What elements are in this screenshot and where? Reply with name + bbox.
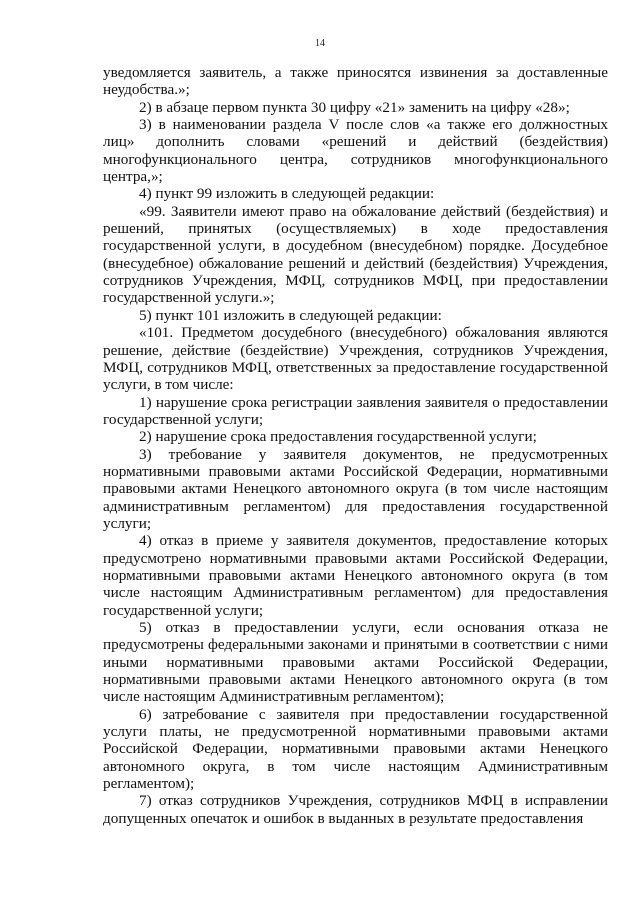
paragraph: 2) нарушение срока предоставления государственной услуги; (139, 428, 537, 446)
paragraph: 5) пункт 101 изложить в следующей редакции: (139, 306, 442, 324)
paragraph: «99. Заявители имеют право на обжалование действий (бездействия) и решений, принятых (осуществляемых) в ходе предоставления государственной услуги, в досудебном (внесудебном) порядке. Досудебное (внесудебное) обжалование решений и действий (бездействия) Учреждения, сотрудников Учреждения, МФЦ, сотрудников МФЦ, при предоставлении государственной услуги.»; (103, 202, 608, 307)
paragraph: 6) затребование с заявителя при предоставлении государственной услуги платы, не предусмотренной нормативными правовыми актами Российской Федерации, нормативными правовыми актами Ненецкого автономного округа, в том числе настоящим Административным регламентом); (103, 705, 608, 793)
paragraph: 4) пункт 99 изложить в следующей редакции: (139, 185, 435, 203)
paragraph: уведомляется заявитель, а также приносятся извинения за доставленные неудобства.»; (103, 64, 608, 99)
paragraph: «101. Предметом досудебного (внесудебного) обжалования являются решение, действие (бездействие) Учреждения, сотрудников Учреждения, МФЦ, сотрудников МФЦ, ответственных за предоставление государственной услуги, в том числе: (103, 324, 608, 394)
page-number: 14 (315, 38, 325, 49)
paragraph: 4) отказ в приеме у заявителя документов, предоставление которых предусмотрено нормативными правовыми актами Российской Федерации, нормативными правовыми актами Ненецкого автономного округа (в том числе настоящим Административным регламентом) для предоставления государственной услуги; (103, 532, 608, 619)
paragraph: 7) отказ сотрудников Учреждения, сотрудников МФЦ в исправлении допущенных опечаток и ошибок в выданных в результате предоставления (103, 792, 608, 827)
paragraph: 2) в абзаце первом пункта 30 цифру «21» заменить на цифру «28»; (139, 98, 570, 116)
paragraph: 3) в наименовании раздела V после слов «а также его должностных лиц» дополнить словами «решений и действий (бездействия) многофункционального центра, сотрудников многофункционального центра,»; (103, 116, 608, 186)
paragraph: 1) нарушение срока регистрации заявления заявителя о предоставлении государственной услуги; (103, 393, 608, 428)
paragraph: 3) требование у заявителя документов, не предусмотренных нормативными правовыми актами Российской Федерации, нормативными правовыми актами Ненецкого автономного округа (в том числе настоящим административным регламентом) для предоставления государственной услуги; (103, 445, 608, 532)
document-body (103, 64, 608, 827)
paragraph: 5) отказ в предоставлении услуги, если основания отказа не предусмотрены федеральными законами и принятыми в соответствии с ними иными нормативными правовыми актами Российской Федерации, нормативными правовыми актами Ненецкого автономного округа (в том числе настоящим Административным регламентом); (103, 619, 608, 706)
